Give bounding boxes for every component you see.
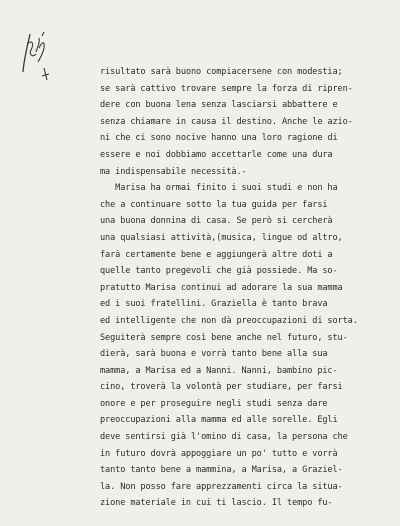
- text-line: ni che ci sono nocive hanno una loro ragione di: [100, 133, 338, 144]
- typed-letter-body: [100, 64, 392, 512]
- text-line: dierà, sarà buona e vorrà tanto bene alla sua: [100, 349, 328, 360]
- text-line: Marisa ha ormai finito i suoi studi e non ha: [100, 183, 338, 194]
- text-line: zione materiale in cui ti lascio. Il tempo fu-: [100, 498, 333, 509]
- text-line: la. Non posso fare apprezzamenti circa la situa-: [100, 481, 343, 492]
- text-line: pratutto Marisa continui ad adorare la sua mamma: [100, 282, 343, 293]
- text-line: che a continuare sotto la tua guida per farsi: [100, 199, 328, 210]
- text-line: risultato sarà buono compiacersene con modestia;: [100, 67, 343, 77]
- text-line: se sarà cattivo trovare sempre la forza di ripren-: [100, 83, 353, 94]
- text-line: deve sentirsi già l'omino di casa, la persona che: [100, 432, 348, 443]
- text-line: una buona donnina di casa. Se però si cercherà: [100, 216, 333, 227]
- text-line: cino, troverà la volontà per studiare, per farsi: [100, 382, 343, 393]
- text-line: in futuro dovrà appoggiare un po' tutto e vorrà: [100, 448, 338, 459]
- text-line: una qualsiasi attività,(musica, lingue od altro,: [100, 232, 343, 243]
- text-line: mamma, a Marisa ed a Nanni. Nanni, bambino pic-: [100, 365, 338, 376]
- text-line: dere con buona lena senza lasciarsi abbattere e: [100, 100, 338, 111]
- text-line: onore e per proseguire negli studi senza dare: [100, 398, 328, 409]
- text-line: quelle tanto pregevoli che già possiede. Ma so-: [100, 266, 338, 277]
- text-line: essere e noi dobbiamo accettarle come una dura: [100, 149, 333, 160]
- text-line: ed intelligente che non dà preoccupazioni di sorta.: [100, 315, 358, 326]
- text-line: senza chiamare in causa il destino. Anche le azio-: [100, 116, 353, 127]
- text-line: Seguiterà sempre così bene anche nel futuro, stu-: [100, 332, 348, 343]
- text-line: ma indispensabile necessità.-: [100, 166, 247, 177]
- handwritten-signature-mark: [18, 28, 52, 84]
- handwritten-margin-note: [18, 28, 52, 84]
- text-line: tanto tanto bene a mammina, a Marisa, a Graziel-: [100, 465, 343, 476]
- text-line: ed i suoi fratellini. Graziella è tanto brava: [100, 299, 328, 310]
- text-line: preoccupazioni alla mamma ed alle sorelle. Egli: [100, 415, 338, 426]
- text-line: farà certamente bene e aggiungerà altre doti a: [100, 249, 333, 260]
